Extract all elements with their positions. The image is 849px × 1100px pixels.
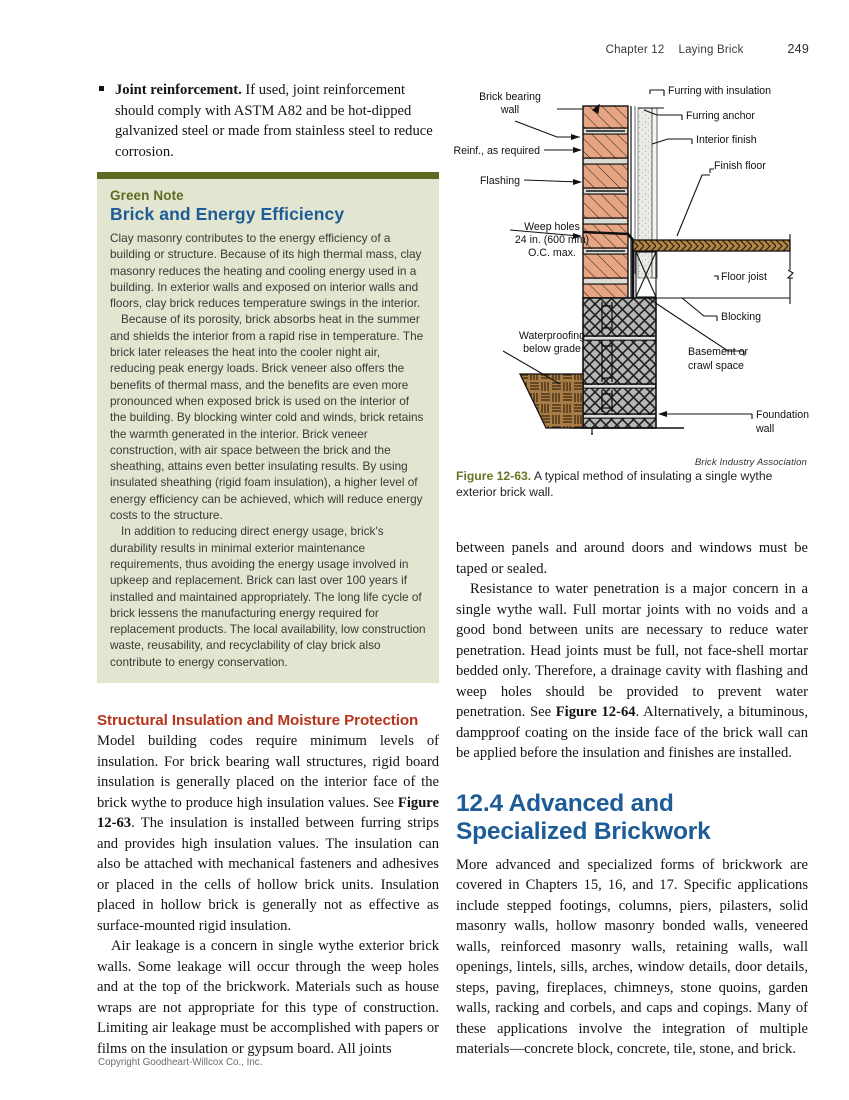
wall-section-diagram [452, 84, 810, 464]
bullet-term: Joint reinforcement. [115, 82, 242, 98]
figure-caption-text: A typical method of insulating a single wythe exterior brick wall. [456, 469, 773, 500]
list-item [97, 80, 439, 162]
body-paragraph: More advanced and specialized forms of brickwork are covered in Chapters 15, 16, and 17. Specific applications include stepped footings, columns, piers, pilasters, solid masonry walls, hollow masonry bonded walls, veneered walls, reinforced masonry walls, retaining walls, wall openings, lintels, sills, arches, window details, door details, steps, paving, fireplaces, chimneys, stone quoins, garden walls, racking and corbels, and caps and copings. Many of these applications involve the integration of multiple materials—concrete block, concrete, tile, stone, and brick. [456, 856, 808, 1057]
figure-credit: Brick Industry Association [694, 457, 807, 468]
label-flashing: Flashing [479, 175, 520, 187]
label-blocking: Blocking [721, 311, 762, 323]
left-column-top [97, 80, 439, 162]
paragraph-text-a: Resistance to water penetration is a major concern in a single wythe wall. Full mortar joints with no voids and a good bond between units are necessary to reduce water penetration. Head joints must be full, not face-shell mortar bedded only. Therefore, a drainage cavity with flashing and weep holes should be provided to prevent water penetration. See [456, 581, 808, 720]
section-heading: Structural Insulation and Moisture Protection [97, 712, 419, 729]
label-interior-finish: Interior finish [696, 134, 757, 146]
label-brick-bearing-wall: Brick bearing [479, 91, 541, 103]
label-floor-joist: Floor joist [721, 271, 767, 283]
green-note-body [97, 179, 439, 683]
label-finish-floor: Finish floor [714, 160, 766, 172]
label-waterproofing: Waterproofing [518, 330, 586, 342]
figure-number: Figure 12-63. [456, 469, 532, 483]
label-foundation: Foundation [756, 409, 810, 421]
bullet-list [97, 80, 439, 162]
running-head-chapter: Chapter 12 [605, 44, 665, 56]
green-note-paragraph: In addition to reducing direct energy usage, brick's durability results in minimal exterior maintenance requirements, thus avoiding the energy usage involved in upkeep and replacement. Brick can last over 100 years if installed and maintained appropriately. The long life cycle of brick lessens the manufacturing energy required for replacement products. The local availability, low construction waste, reusability, and recyclability of clay brick also contribute to energy conservation. [110, 524, 426, 669]
label-furring-anchor: Furring anchor [686, 110, 755, 122]
figure-caption [456, 468, 808, 500]
body-paragraph [456, 579, 808, 764]
green-note-paragraph: Clay masonry contributes to the energy efficiency of a building or structure. Because of its high thermal mass, clay masonry reduces the heating and cooling energy used in a building. In exterior walls and exposed on interior walls and floors, clay brick reduces temperature swings in the interior. [110, 231, 422, 311]
green-note-top-bar [97, 172, 439, 179]
label-crawl-space: crawl space [688, 360, 744, 372]
label-brick-bearing-wall-2: wall [500, 104, 520, 116]
green-note-box [97, 172, 439, 683]
label-foundation-wall: wall [756, 423, 775, 435]
label-weep-oc: O.C. max. [528, 247, 576, 259]
green-note-title: Brick and Energy Efficiency [110, 204, 345, 224]
body-paragraph: Air leakage is a concern in single wythe exterior brick walls. Some leakage will occur through the weep holes and at the top of the brickwork. Materials such as house wraps are not appropriate for this type of construction. Limiting air leakage must be accomplished with papers or films on the insulation or gypsum board. All joints [97, 938, 439, 1057]
figure-cross-reference: Figure 12-64 [555, 704, 636, 720]
running-head [606, 42, 809, 56]
finish-floor-graphic [633, 240, 790, 251]
label-furring-with-insulation: Furring with insulation [668, 85, 772, 97]
paragraph-text-b: . The insulation is installed between furring strips and provides high insulation values. The insulation can also be attached with mechanical fasteners and adhesives or placed in the cells of hollow brick units. Insulation placed in hollow brick is generally not as effective as surface-mounted rigid insulation. [97, 815, 439, 934]
figure-12-63-illustration [452, 84, 810, 468]
page-number: 249 [787, 42, 809, 56]
running-head-title: Laying Brick [678, 44, 744, 56]
chapter-section-heading: 12.4 Advanced and Specialized Brickwork [456, 789, 711, 845]
body-paragraph: between panels and around doors and windows must be taped or sealed. [456, 540, 808, 577]
label-weep-holes: Weep holes [524, 221, 580, 233]
body-paragraph [97, 731, 439, 936]
green-note-paragraph: Because of its porosity, brick absorbs heat in the summer and shields the interior from a rapid rise in temperature. The brick later releases the heat into the cooler night air, reducing peak energy loads. Brick veneer also offers the benefits of thermal mass, and the benefits are even more pronounced when exposed brick is used on the interior of the building. By blocking winter cold and winds, brick retains the warmth generated in the interior. Brick veneer construction, with air space between the brick and the sheathing, attains even better insulating results. By using insulated sheathing (rigid foam insulation), a higher level of energy efficiency can be achieved, which will reduce energy costs to the structure. [110, 312, 424, 523]
label-below-grade: below grade [523, 343, 581, 355]
brick-bearing-wall-graphic [583, 105, 628, 298]
right-column-body [456, 538, 808, 1060]
copyright-notice: Copyright Goodheart-Willcox Co., Inc. [98, 1057, 263, 1068]
label-basement: Basement or [688, 346, 749, 358]
bullet-text: If used, joint reinforcement should comply with ASTM A82 and be hot-dipped galvanized steel or made from stainless steel to reduce corrosion. [115, 82, 433, 160]
foundation-wall-graphic [583, 298, 656, 428]
figure-cross-reference: Figure 12-63 [97, 794, 439, 831]
paragraph-text-a: Model building codes require minimum levels of insulation. For brick bearing wall structures, rigid board insulation is generally placed on the interior face of the brick wythe to produce high insulation values. See [97, 733, 439, 811]
waterproofing-earth-graphic [520, 374, 583, 428]
label-reinf: Reinf., as required [453, 145, 540, 157]
green-note-kicker: Green Note [110, 188, 184, 203]
paragraph-text-b: . Alternatively, a bituminous, dampproof coating on the inside face of the brick wall can be applied before the insulation and finishes are installed. [456, 704, 808, 761]
label-weep-spacing: 24 in. (600 mm) [514, 234, 590, 246]
left-column-bottom [97, 712, 439, 1059]
square-bullet-icon [99, 86, 104, 91]
